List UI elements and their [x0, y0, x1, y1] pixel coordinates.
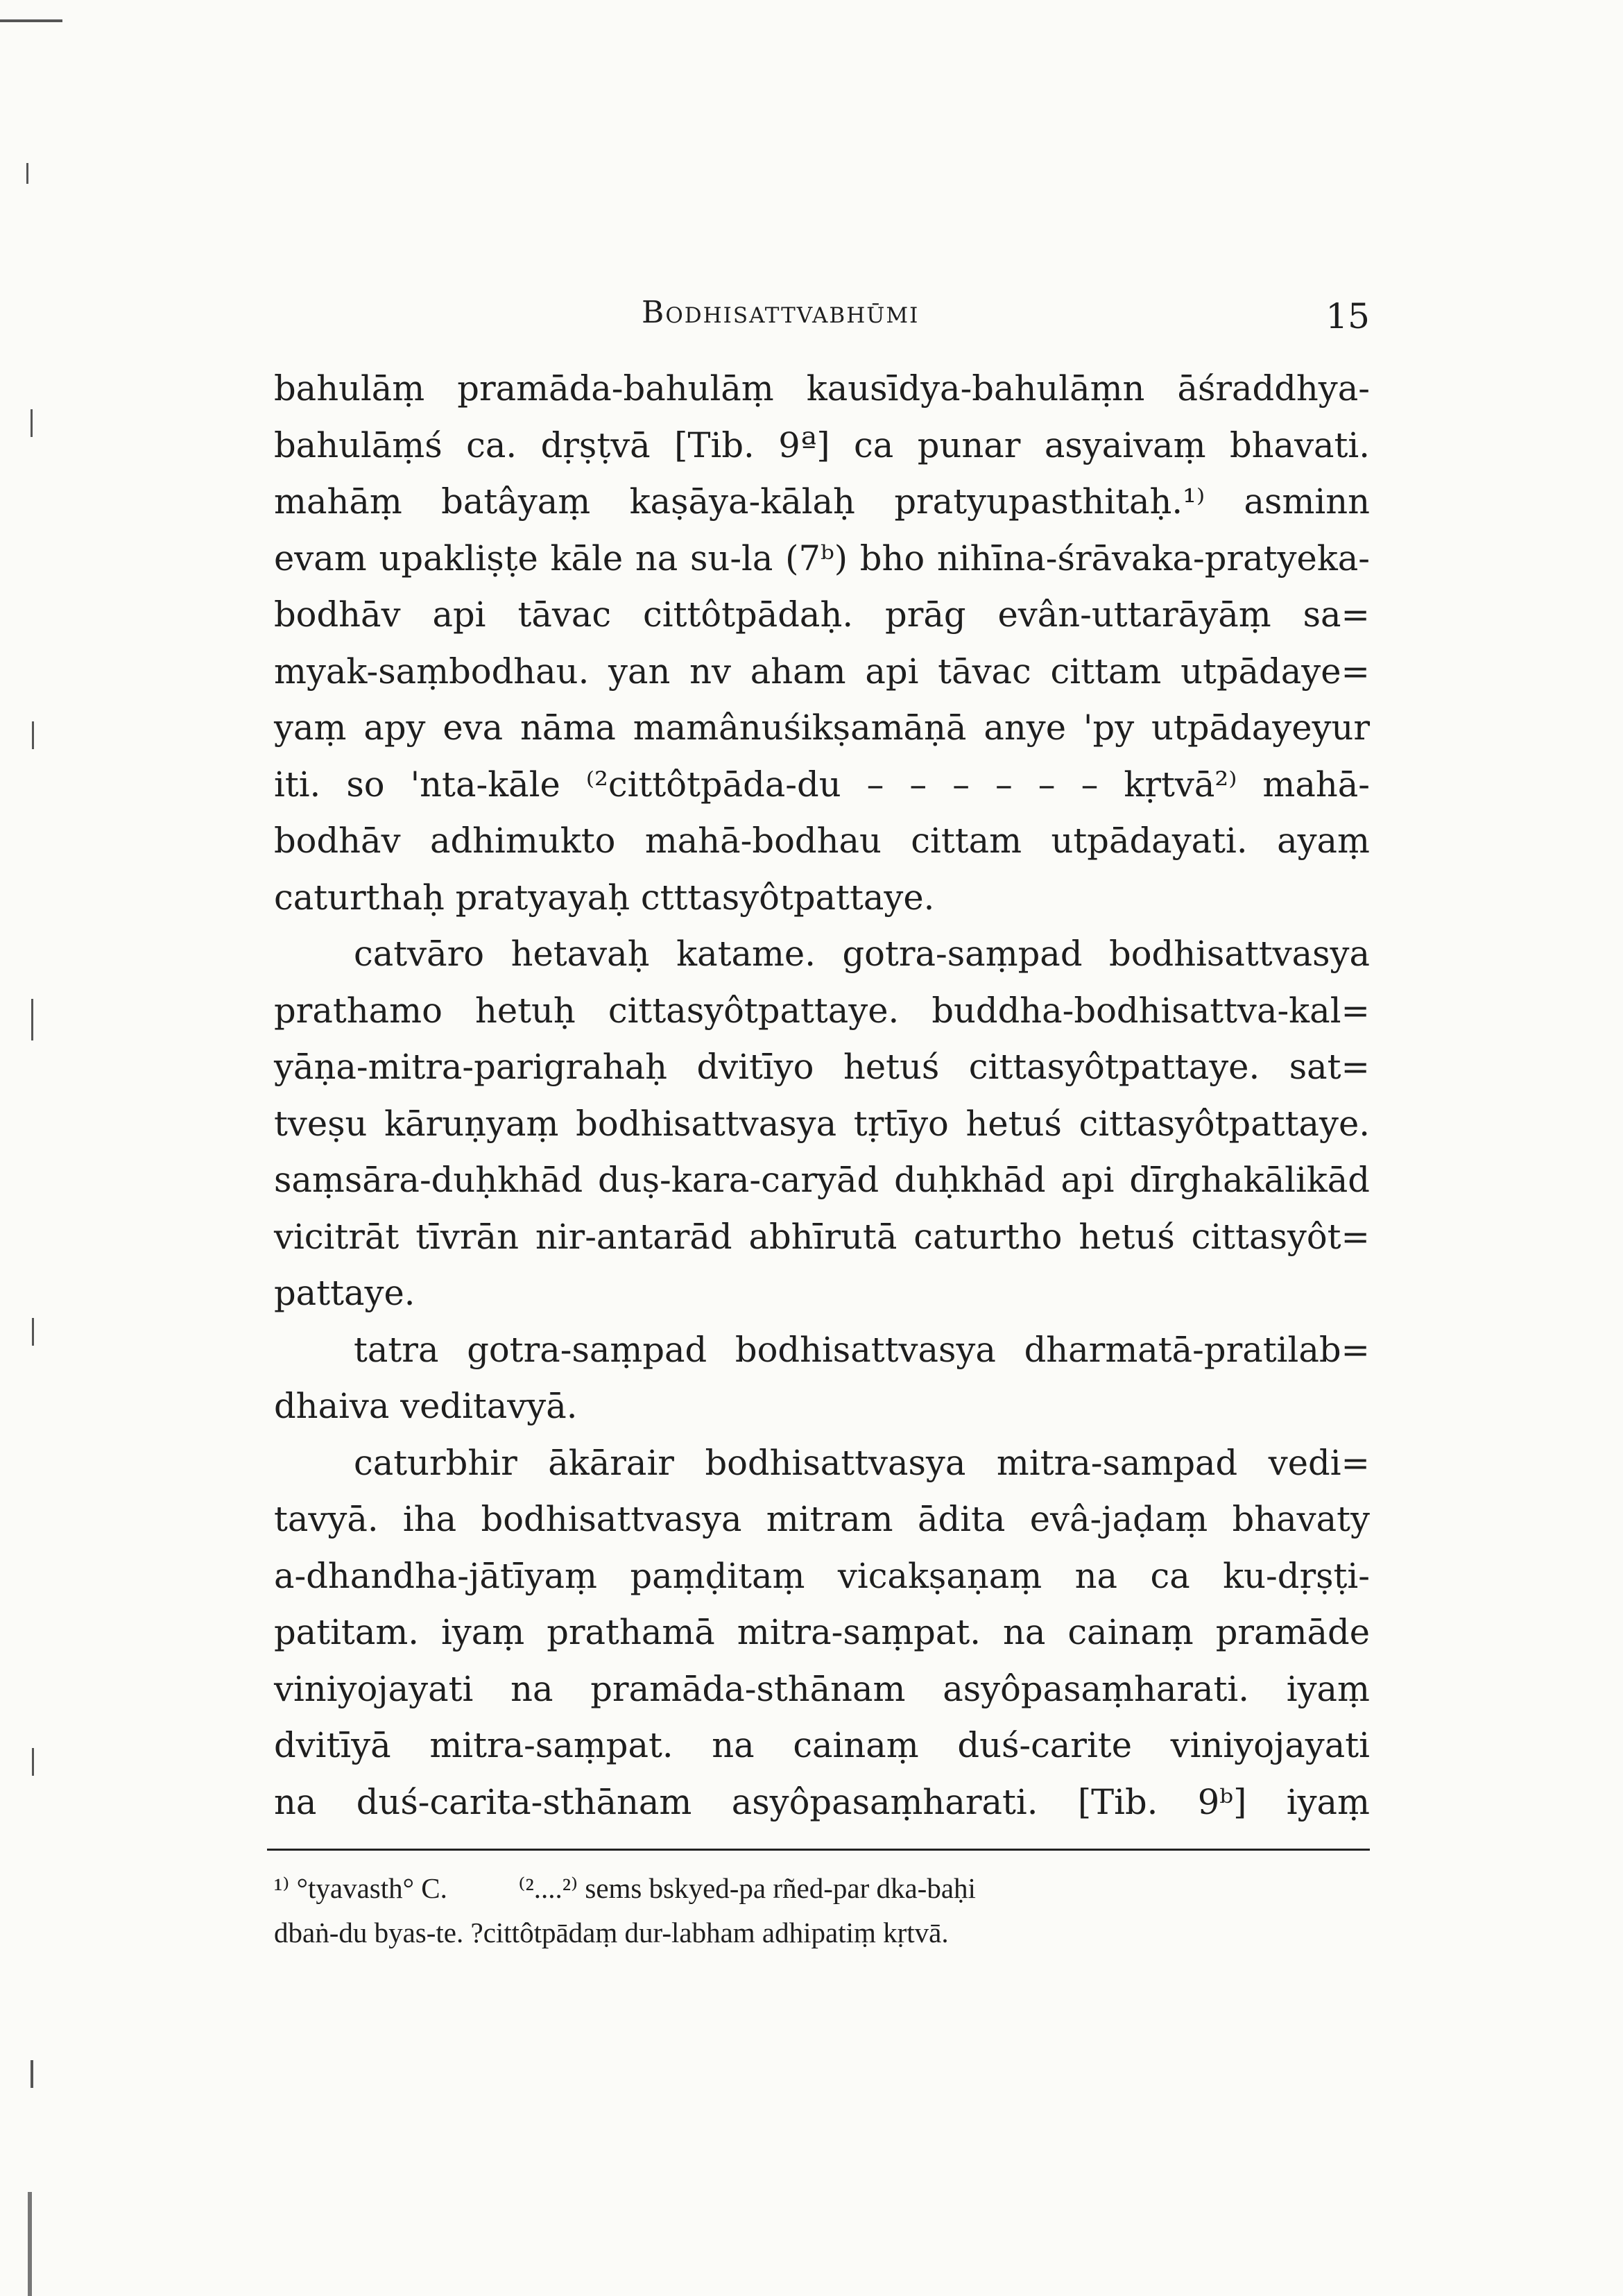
- edge-mark: [31, 999, 33, 1040]
- text-line: evam upakliṣṭe kāle na su-la (7ᵇ) bho nihīna-śrāvaka-pratyeka-: [274, 538, 1370, 579]
- page-header: [274, 295, 1370, 343]
- text-line: prathamo hetuḥ cittasyôtpattaye. buddha-bodhisattva-kal=: [274, 990, 1370, 1031]
- footnote-line: dbaṅ-du byas-te. ?cittôtpādaṃ dur-labham adhipatiṃ kṛtvā.: [274, 1917, 949, 1948]
- page-edge: [0, 0, 42, 2296]
- footnote-line: ¹⁾ °tyavasth° C. ⁽²....²⁾ sems bskyed-pa rñed-par dka-baḥi: [274, 1872, 976, 1904]
- text-line: tatra gotra-saṃpad bodhisattvasya dharmatā-pratilab=: [354, 1329, 1370, 1370]
- running-title: Bodhisattvabhūmi: [642, 295, 920, 330]
- text-line: bodhāv adhimukto mahā-bodhau cittam utpādayati. ayaṃ: [274, 821, 1370, 861]
- text-line: dhaiva veditavyā.: [274, 1386, 578, 1426]
- body-text: [274, 361, 1370, 1831]
- edge-mark: [0, 19, 62, 22]
- text-line: catvāro hetavaḥ katame. gotra-saṃpad bodhisattvasya: [354, 934, 1370, 974]
- text-line: saṃsāra-duḥkhād duṣ-kara-caryād duḥkhād api dīrghakālikād: [274, 1160, 1370, 1200]
- text-line: bodhāv api tāvac cittôtpādaḥ. prāg evân-uttarāyāṃ sa=: [274, 594, 1370, 635]
- page-number: 15: [1325, 296, 1370, 336]
- edge-mark: [28, 2192, 32, 2296]
- text-line: tavyā. iha bodhisattvasya mitram ādita evâ-jaḍaṃ bhavaty: [274, 1499, 1370, 1539]
- text-line: bahulāṃś ca. dṛṣṭvā [Tib. 9ª] ca punar asyaivaṃ bhavati.: [274, 425, 1370, 465]
- text-line: bahulāṃ pramāda-bahulāṃ kausīdya-bahulāṃn āśraddhya-: [274, 368, 1370, 409]
- edge-mark: [31, 2060, 33, 2088]
- text-line: tveṣu kāruṇyaṃ bodhisattvasya tṛtīyo hetuś cittasyôtpattaye.: [274, 1103, 1370, 1144]
- text-line: viniyojayati na pramāda-sthānam asyôpasaṃharati. iyaṃ: [274, 1668, 1370, 1709]
- text-line: a-dhandha-jātīyaṃ paṃḍitaṃ vicakṣaṇaṃ na ca ku-dṛṣṭi-: [274, 1555, 1370, 1596]
- text-line: caturthaḥ pratyayaḥ ctttasyôtpattaye.: [274, 877, 935, 918]
- text-line: mahāṃ batâyaṃ kaṣāya-kālaḥ pratyupasthitaḥ.¹⁾ asminn: [274, 481, 1370, 522]
- text-line: yāṇa-mitra-parigrahaḥ dvitīyo hetuś cittasyôtpattaye. sat=: [274, 1047, 1370, 1087]
- text-line: dvitīyā mitra-saṃpat. na cainaṃ duś-carite viniyojayati: [274, 1725, 1370, 1765]
- text-line: pattaye.: [274, 1273, 415, 1313]
- text-line: vicitrāt tīvrān nir-antarād abhīrutā caturtho hetuś cittasyôt=: [274, 1216, 1370, 1257]
- edge-mark: [26, 163, 28, 184]
- edge-mark: [32, 1748, 34, 1776]
- text-line: iti. so 'nta-kāle ⁽²cittôtpāda-du – – – – – – kṛtvā²⁾ mahā-: [274, 764, 1370, 805]
- edge-mark: [32, 721, 34, 749]
- footnotes: [274, 1866, 1370, 1955]
- edge-mark: [31, 409, 33, 437]
- text-line: patitam. iyaṃ prathamā mitra-saṃpat. na cainaṃ pramāde: [274, 1612, 1370, 1652]
- text-line: myak-saṃbodhau. yan nv aham api tāvac cittam utpādaye=: [274, 651, 1370, 692]
- footnote-rule: [267, 1849, 1370, 1851]
- edge-mark: [32, 1318, 34, 1346]
- text-line: na duś-carita-sthānam asyôpasaṃharati. [Tib. 9ᵇ] iyaṃ: [274, 1781, 1370, 1822]
- text-line: caturbhir ākārair bodhisattvasya mitra-sampad vedi=: [354, 1442, 1370, 1483]
- text-line: yaṃ apy eva nāma mamânuśikṣamāṇā anye 'py utpādayeyur: [274, 708, 1370, 748]
